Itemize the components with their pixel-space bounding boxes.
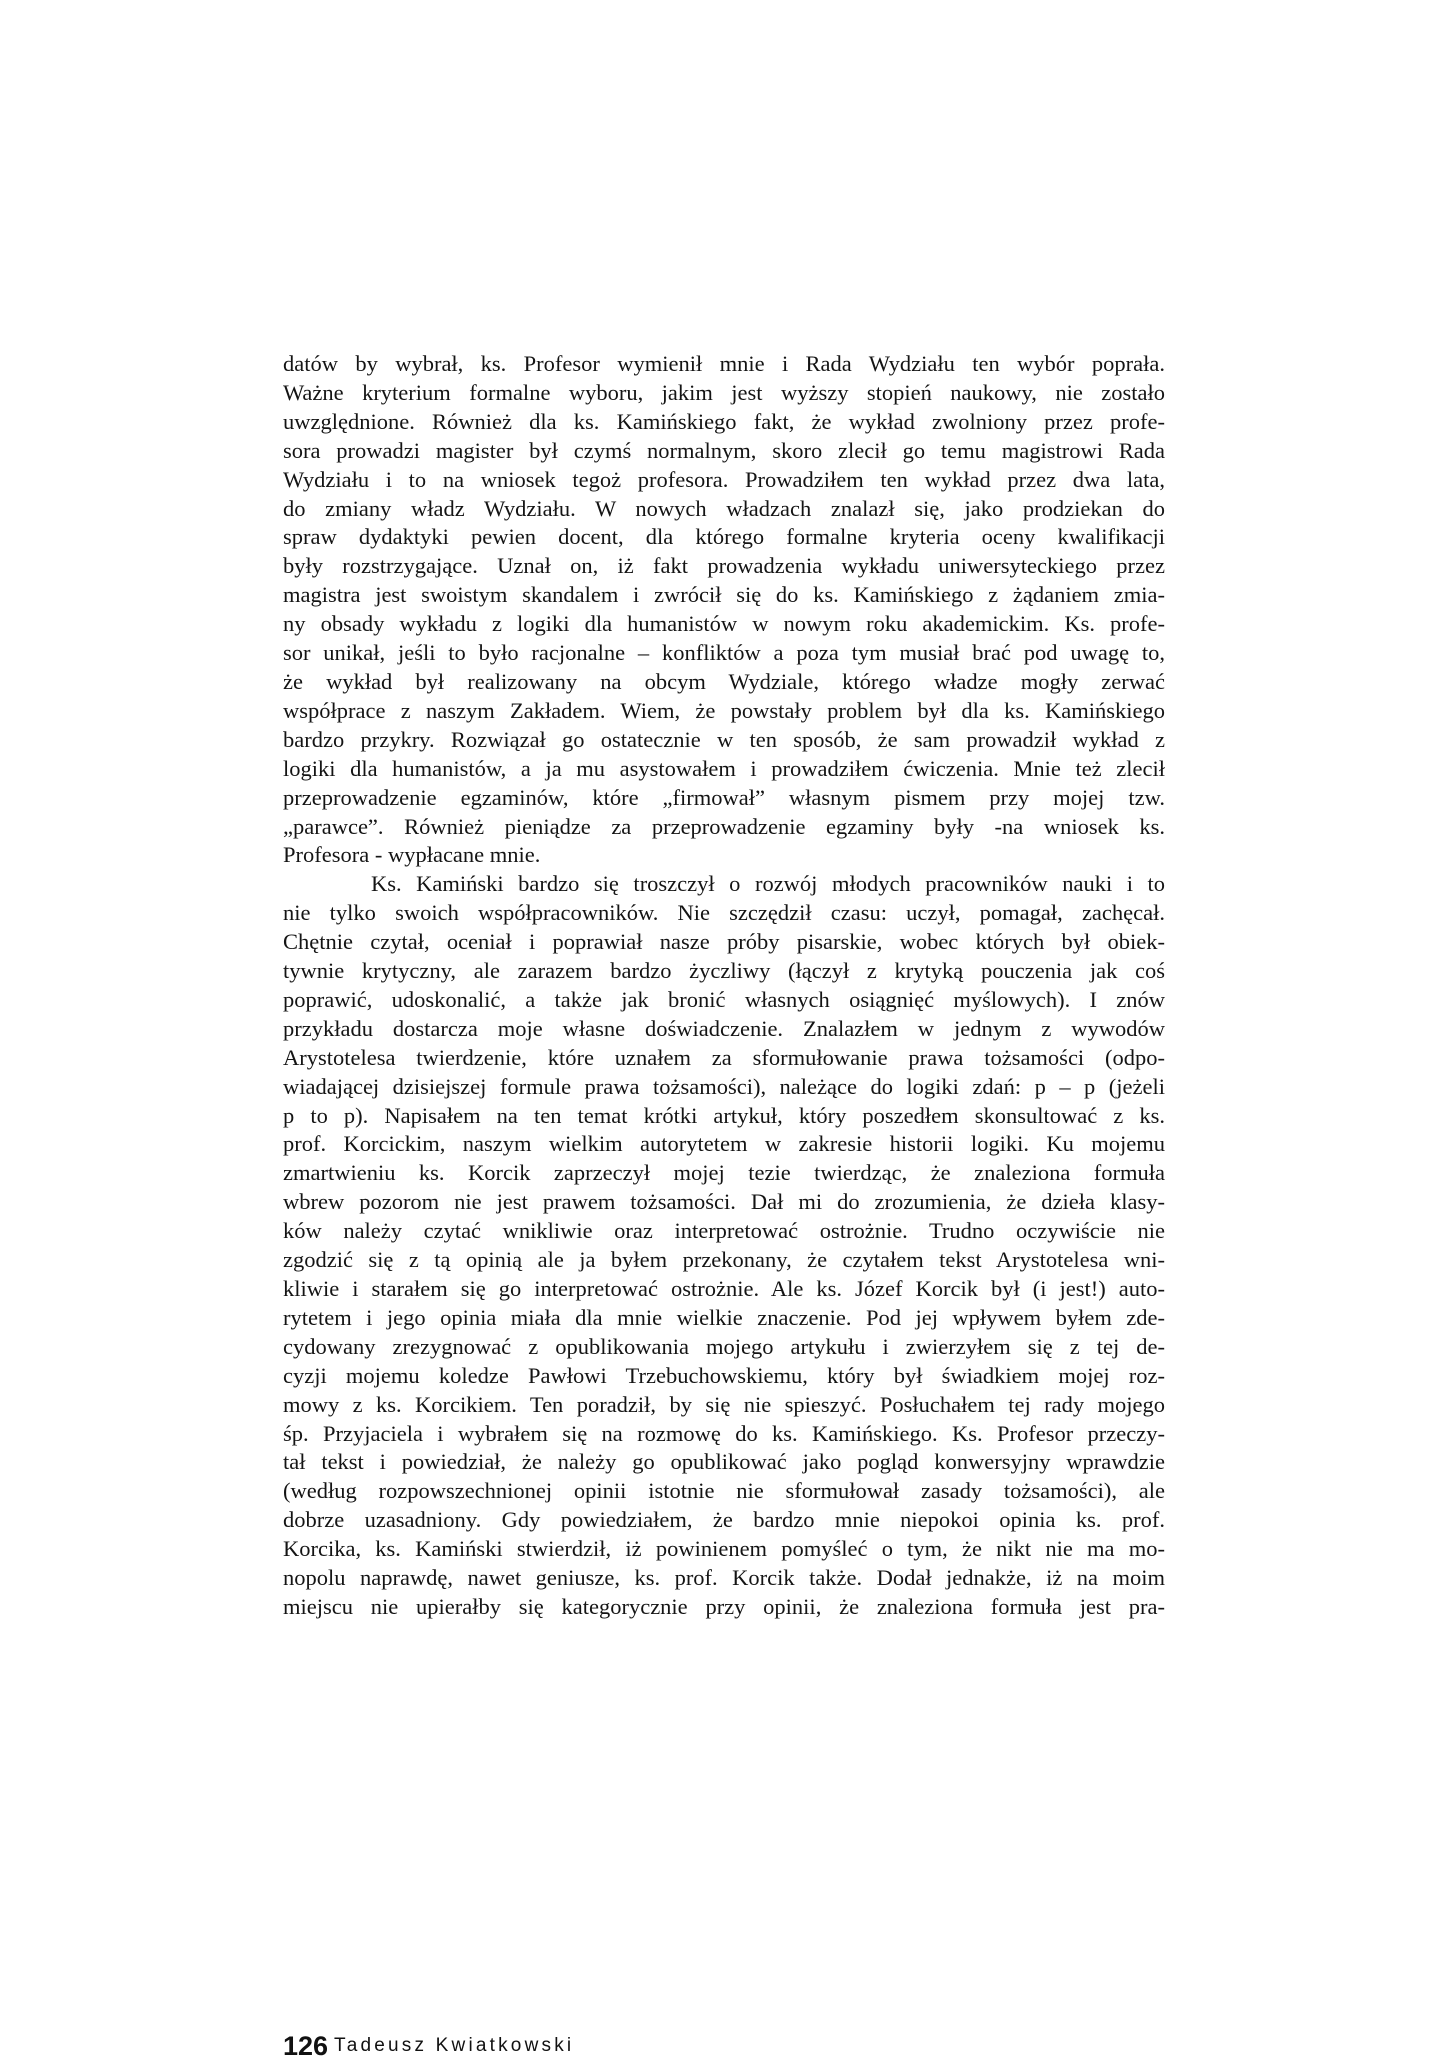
text-line: mowy z ks. Korcikiem. Ten poradził, by się nie spieszyć. Posłuchałem tej rady mojego — [283, 1391, 1165, 1417]
text-line: „parawce”. Również pieniądze za przeprowadzenie egzaminy były -na wniosek ks. — [283, 813, 1165, 839]
text-line: przeprowadzenie egzaminów, które „firmował” własnym pismem przy mojej tzw. — [283, 784, 1165, 810]
text-line: Chętnie czytał, oceniał i poprawiał nasze próby pisarskie, wobec których był obiek- — [283, 929, 1165, 955]
text-line: nie tylko swoich współpracowników. Nie szczędził czasu: uczył, pomagał, zachęcał. — [283, 900, 1165, 926]
body-text — [283, 350, 1165, 1622]
text-line: logiki dla humanistów, a ja mu asystowałem i prowadziłem ćwiczenia. Mnie też zlecił — [283, 755, 1165, 781]
text-line: ków należy czytać wnikliwie oraz interpretować ostrożnie. Trudno oczywiście nie — [283, 1218, 1165, 1244]
text-line: miejscu nie upierałby się kategorycznie przy opinii, że znaleziona formuła jest pra- — [283, 1593, 1165, 1619]
text-line: tał tekst i powiedział, że należy go opublikować jako pogląd konwersyjny wprawdzie — [283, 1449, 1165, 1475]
text-line: uwzględnione. Również dla ks. Kamińskiego fakt, że wykład zwolniony przez profe- — [283, 408, 1165, 434]
text-line: p to p). Napisałem na ten temat krótki artykuł, który poszedłem skonsultować z ks. — [283, 1102, 1165, 1128]
text-line: Korcika, ks. Kamiński stwierdził, iż powinienem pomyśleć o tym, że nikt nie ma mo- — [283, 1536, 1165, 1562]
text-line: zgodzić się z tą opinią ale ja byłem przekonany, że czytałem tekst Arystotelesa wni- — [283, 1247, 1165, 1273]
paragraph-end-line: Profesora - wypłacane mnie. — [283, 842, 541, 868]
text-line: tywnie krytyczny, ale zarazem bardzo życzliwy (łączył z krytyką pouczenia jak coś — [283, 958, 1165, 984]
text-line: śp. Przyjaciela i wybrałem się na rozmowę do ks. Kamińskiego. Ks. Profesor przeczy- — [283, 1420, 1165, 1446]
text-line: bardzo przykry. Rozwiązał go ostatecznie w ten sposób, że sam prowadził wykład z — [283, 726, 1165, 752]
text-line: że wykład był realizowany na obcym Wydziale, którego władze mogły zerwać — [283, 668, 1165, 694]
text-line: zmartwieniu ks. Korcik zaprzeczył mojej tezie twierdząc, że znaleziona formuła — [283, 1160, 1165, 1186]
text-line: prof. Korcickim, naszym wielkim autorytetem w zakresie historii logiki. Ku mojemu — [283, 1131, 1165, 1157]
text-line: współprace z naszym Zakładem. Wiem, że powstały problem był dla ks. Kamińskiego — [283, 697, 1165, 723]
running-footer-author: Tadeusz Kwiatkowski — [334, 2035, 575, 2056]
text-line: kliwie i starałem się go interpretować ostrożnie. Ale ks. Józef Korcik był (i jest!) auto- — [283, 1276, 1165, 1301]
text-line: wbrew pozorom nie jest prawem tożsamości. Dał mi do zrozumienia, że dzieła klasy- — [283, 1189, 1165, 1215]
text-line: datów by wybrał, ks. Profesor wymienił mnie i Rada Wydziału ten wybór poprała. — [283, 351, 1165, 376]
text-line: nopolu naprawdę, nawet geniusze, ks. prof. Korcik także. Dodał jednakże, iż na moim — [283, 1565, 1165, 1591]
text-line: Ważne kryterium formalne wyboru, jakim jest wyższy stopień naukowy, nie zostało — [283, 379, 1165, 405]
text-line: sor unikał, jeśli to było racjonalne – konfliktów a poza tym musiał brać pod uwagę to, — [283, 640, 1165, 666]
text-line: przykładu dostarcza moje własne doświadczenie. Znalazłem w jednym z wywodów — [283, 1015, 1165, 1041]
text-line: Arystotelesa twierdzenie, które uznałem za sformułowanie prawa tożsamości (odpo- — [283, 1044, 1165, 1070]
text-line: poprawić, udoskonalić, a także jak bronić własnych osiągnięć myślowych). I znów — [283, 986, 1165, 1012]
page-number: 126 — [283, 2031, 329, 2061]
text-line: sora prowadzi magister był czymś normalnym, skoro zlecił go temu magistrowi Rada — [283, 437, 1165, 463]
paragraph-start-line: Ks. Kamiński bardzo się troszczył o rozwój młodych pracowników nauki i to — [371, 871, 1165, 897]
text-line: magistra jest swoistym skandalem i zwrócił się do ks. Kamińskiego z żądaniem zmia- — [283, 582, 1165, 608]
text-line: dobrze uzasadniony. Gdy powiedziałem, że bardzo mnie niepokoi opinia ks. prof. — [283, 1507, 1165, 1533]
text-line: były rozstrzygające. Uznał on, iż fakt prowadzenia wykładu uniwersyteckiego przez — [283, 553, 1165, 579]
text-line: wiadającej dzisiejszej formule prawa tożsamości), należące do logiki zdań: p – p (jeżeli — [283, 1073, 1165, 1099]
text-line: cyzji mojemu koledze Pawłowi Trzebuchowskiemu, który był świadkiem mojej roz- — [283, 1362, 1165, 1388]
text-line: Wydziału i to na wniosek tegoż profesora. Prowadziłem ten wykład przez dwa lata, — [283, 466, 1165, 492]
text-line: rytetem i jego opinia miała dla mnie wielkie znaczenie. Pod jej wpływem byłem zde- — [283, 1304, 1165, 1330]
text-line: cydowany zrezygnować z opublikowania mojego artykułu i zwierzyłem się z tej de- — [283, 1333, 1165, 1359]
text-line: (według rozpowszechnionej opinii istotnie nie sformułował zasady tożsamości), ale — [283, 1478, 1165, 1504]
text-line: ny obsady wykładu z logiki dla humanistów w nowym roku akademickim. Ks. profe- — [283, 611, 1165, 637]
text-line: do zmiany władz Wydziału. W nowych władzach znalazł się, jako prodziekan do — [283, 495, 1165, 521]
text-line: spraw dydaktyki pewien docent, dla którego formalne kryteria oceny kwalifikacji — [283, 524, 1165, 550]
